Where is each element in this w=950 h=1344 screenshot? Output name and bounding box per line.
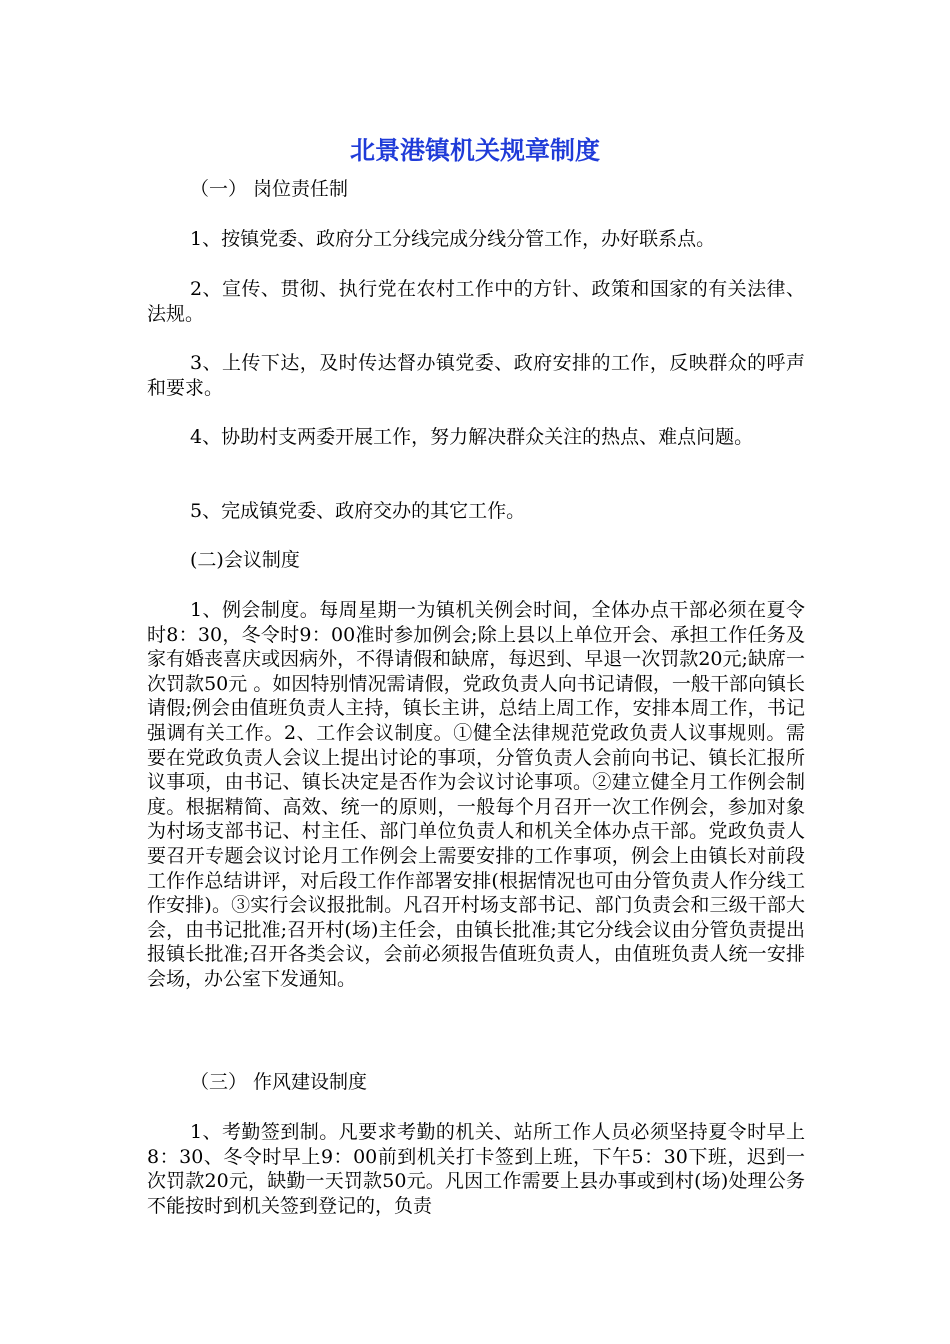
paragraph-item-1: 1、按镇党委、政府分工分线完成分线分管工作，办好联系点。	[190, 228, 716, 250]
paragraph-item-2: 2、宣传、贯彻、执行党在农村工作中的方针、政策和国家的有关法律、法规。	[147, 278, 805, 325]
section-heading-job-responsibility: （一） 岗位责任制	[190, 178, 349, 200]
paragraph-attendance: 1、考勤签到制。凡要求考勤的机关、站所工作人员必须坚持夏令时早上8：30、冬令时早上9：00前到机关打卡签到上班，下午5：30下班，迟到一次罚款20元，缺勤一天罚款50元。凡因工作需要上县办事或到村(场)处理公务不能按时到机关签到登记的，负责	[147, 1121, 805, 1217]
document-title: 北景港镇机关规章制度	[349, 136, 600, 165]
paragraph-meeting-system: 1、例会制度。每周星期一为镇机关例会时间，全体办点干部必须在夏令时8：30，冬令时9：00准时参加例会;除上县以上单位开会、承担工作任务及家有婚丧喜庆或因病外，不得请假和缺席，每迟到、早退一次罚款20元;缺席一次罚款50元 。如因特别情况需请假，党政负责人向书记请假，一般干部向镇长请假;例会由值班负责人主持，镇长主讲，总结上周工作，安排本周工作，书记强调有关工作。2、工作会议制度。①健全法律规范党政负责人议事规则。需要在党政负责人会议上提出讨论的事项，分管负责人会前向书记、镇长汇报所议事项，由书记、镇长决定是否作为会议讨论事项。②建立健全月工作例会制度。根据精简、高效、统一的原则，一般每个月召开一次工作例会，参加对象为村场支部书记、村主任、部门单位负责人和机关全体办点干部。党政负责人要召开专题会议讨论月工作例会上需要安排的工作事项，例会上由镇长对前段工作作总结讲评，对后段工作作部署安排(根据情况也可由分管负责人作分线工作安排)。③实行会议报批制。凡召开村场支部书记、部门负责会和三级干部大会，由书记批准;召开村(场)主任会，由镇长批准;其它分线会议由分管负责提出报镇长批准;召开各类会议，会前必须报告值班负责人，由值班负责人统一安排会场，办公室下发通知。	[147, 599, 805, 990]
paragraph-item-4: 4、协助村支两委开展工作，努力解决群众关注的热点、难点问题。	[190, 426, 754, 448]
paragraph-item-3: 3、上传下达，及时传达督办镇党委、政府安排的工作，反映群众的呼声和要求。	[147, 352, 805, 399]
paragraph-item-5: 5、完成镇党委、政府交办的其它工作。	[190, 500, 526, 522]
section-heading-work-style: （三） 作风建设制度	[190, 1071, 368, 1093]
section-heading-meeting-system: (二)会议制度	[190, 549, 300, 571]
